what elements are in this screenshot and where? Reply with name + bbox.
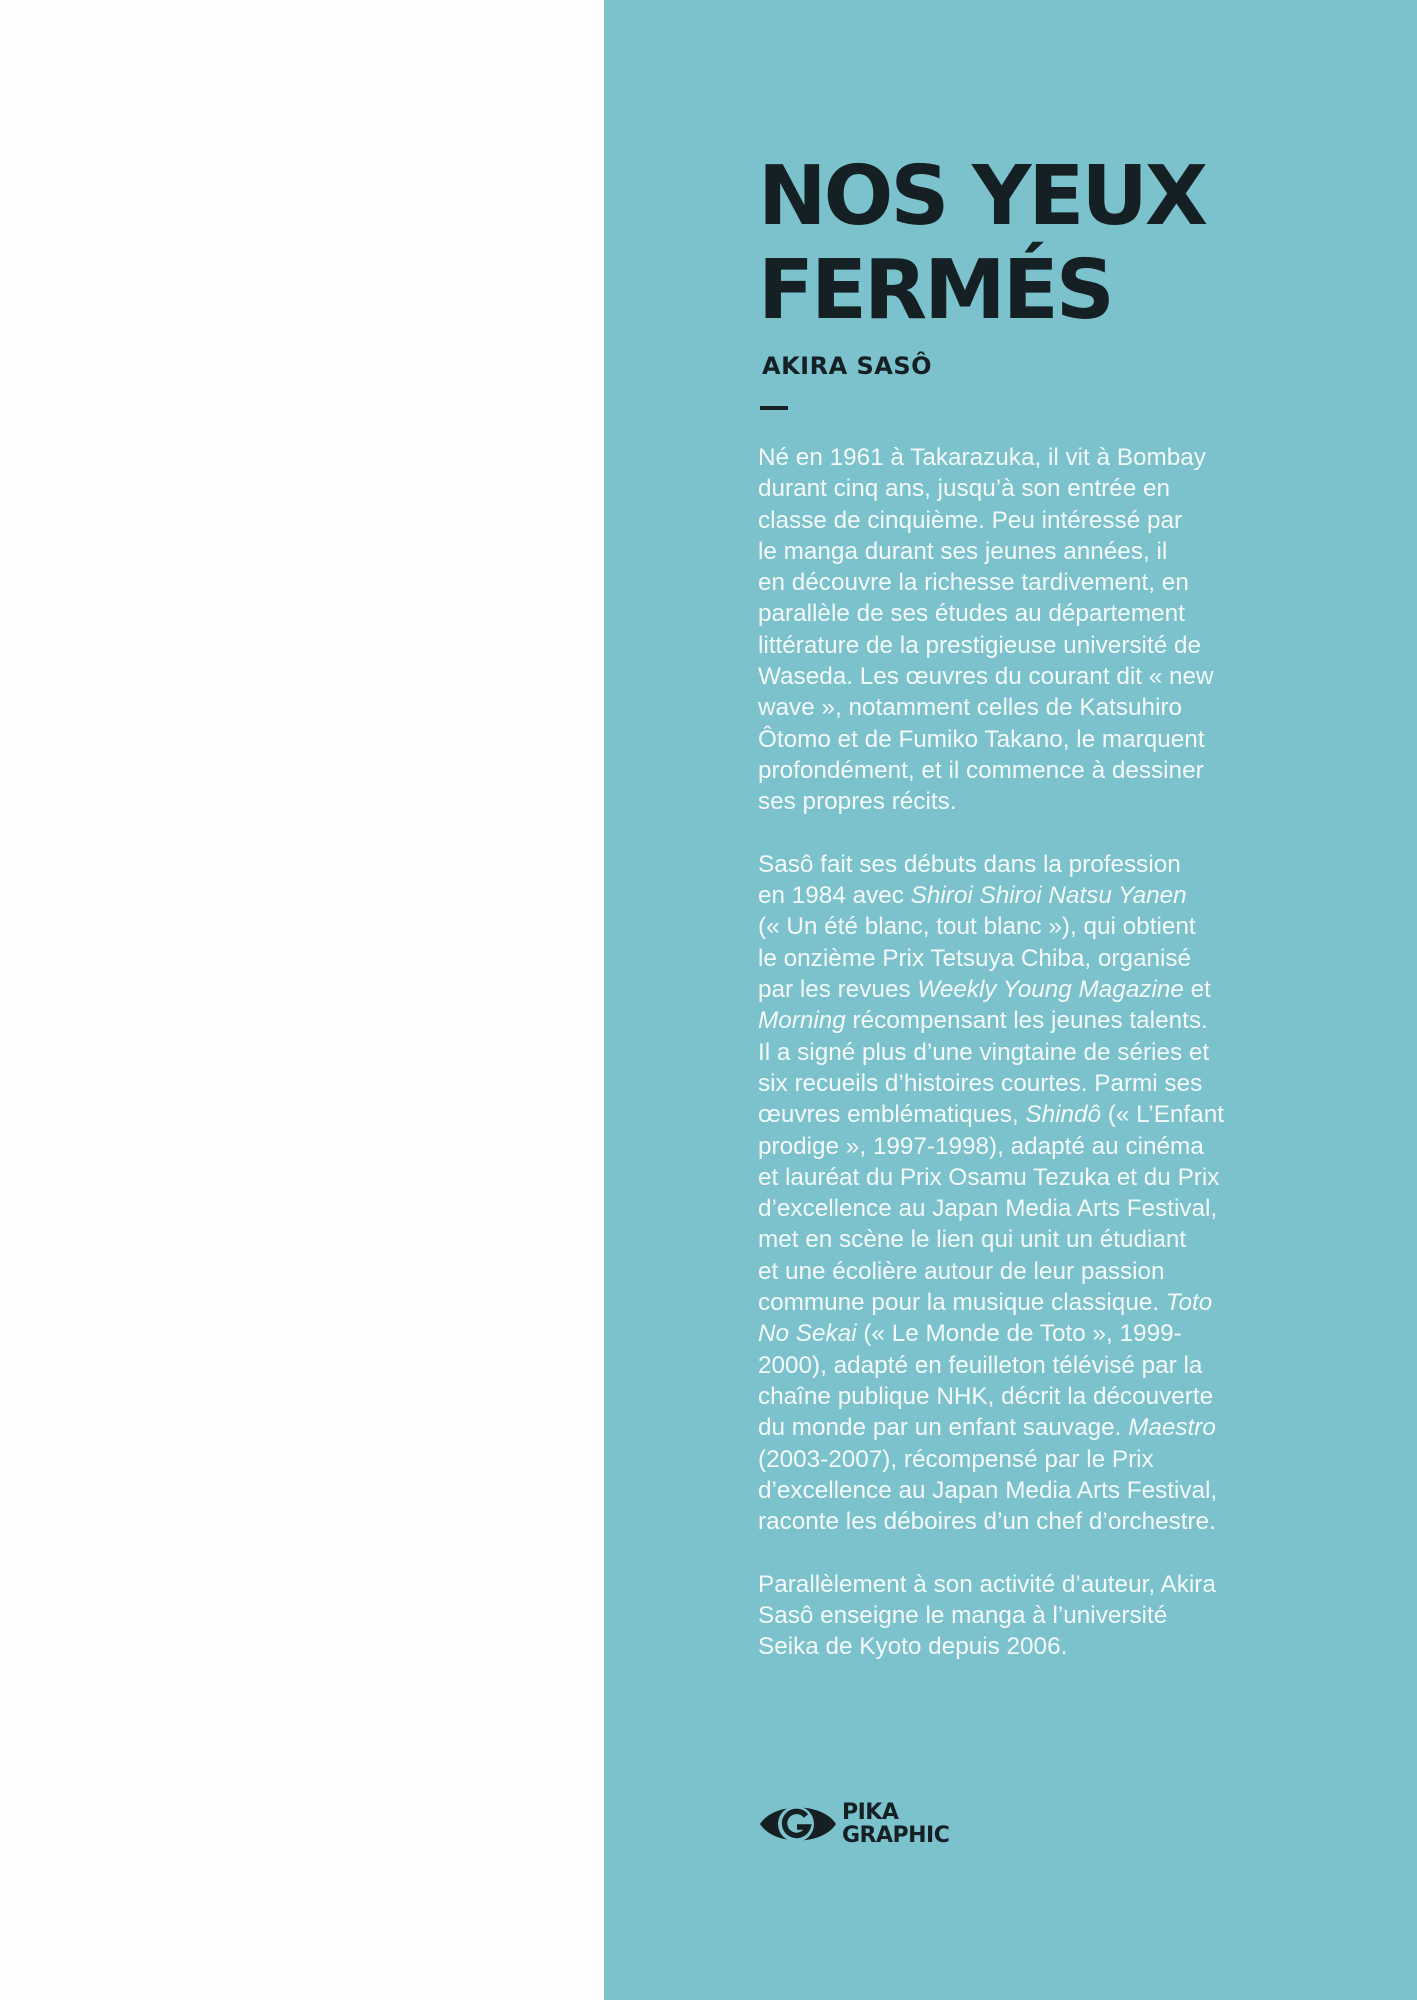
magazine-title: Morning — [758, 1007, 846, 1035]
bio-line: Il a signé plus d’une vingtaine de séries et — [758, 1038, 1210, 1066]
bio-line — [758, 880, 1298, 911]
back-cover-content — [758, 150, 1298, 1694]
bio-line — [758, 974, 1298, 1005]
bio-text: par les revues — [758, 976, 918, 1004]
bio-line: littérature de la prestigieuse université de — [758, 631, 1201, 659]
bio-line: prodige », 1997-1998), adapté au cinéma — [758, 1132, 1204, 1160]
bio-line: durant cinq ans, jusqu’à son entrée en — [758, 475, 1170, 503]
blank-left-page — [0, 0, 604, 2000]
bio-line: Ôtomo et de Fumiko Takano, le marquent — [758, 725, 1205, 753]
magazine-title: Weekly Young Magazine — [917, 976, 1184, 1004]
bio-line: et lauréat du Prix Osamu Tezuka et du Prix — [758, 1163, 1220, 1191]
bio-line: Parallèlement à son activité d’auteur, Akira — [758, 1570, 1216, 1598]
bio-text: du monde par un enfant sauvage. — [758, 1414, 1129, 1442]
bio-line: met en scène le lien qui unit un étudiant — [758, 1226, 1187, 1254]
publisher-line-2: GRAPHIC — [842, 1823, 950, 1848]
bio-paragraph-3 — [758, 1569, 1298, 1663]
bio-line: (2003-2007), récompensé par le Prix — [758, 1445, 1154, 1473]
bio-line: parallèle de ses études au département — [758, 600, 1185, 628]
bio-paragraph-1 — [758, 442, 1298, 818]
bio-line: ses propres récits. — [758, 788, 957, 816]
bio-text: en 1984 avec — [758, 882, 911, 910]
work-title: Toto — [1165, 1289, 1213, 1317]
bio-line: le manga durant ses jeunes années, il — [758, 537, 1168, 565]
title-line-1: NOS YEUX — [758, 149, 1206, 244]
bio-line: et une écolière autour de leur passion — [758, 1257, 1165, 1285]
title-line-2: FERMÉS — [758, 243, 1112, 338]
bio-line: profondément, et il commence à dessiner — [758, 756, 1204, 784]
bio-line: Seika de Kyoto depuis 2006. — [758, 1633, 1068, 1661]
author-name: AKIRA SASÔ — [762, 352, 933, 380]
bio-line: wave », notamment celles de Katsuhiro — [758, 694, 1183, 722]
bio-text: (« L’Enfant — [1101, 1101, 1224, 1129]
bio-text: commune pour la musique classique. — [758, 1289, 1166, 1317]
work-title: No Sekai — [758, 1320, 857, 1348]
bio-line: d’excellence au Japan Media Arts Festival, — [758, 1195, 1218, 1223]
bio-line: Sasô enseigne le manga à l’université — [758, 1601, 1168, 1629]
bio-text: récompensant les jeunes talents. — [845, 1007, 1208, 1035]
publisher-line-1: PIKA — [842, 1800, 899, 1825]
bio-line — [758, 1005, 1298, 1036]
bio-line: classe de cinquième. Peu intéressé par — [758, 506, 1183, 534]
divider-dash — [760, 406, 788, 410]
bio-line: Né en 1961 à Takarazuka, il vit à Bombay — [758, 444, 1206, 471]
bio-line — [758, 1287, 1298, 1318]
bio-line: Waseda. Les œuvres du courant dit « new — [758, 663, 1214, 691]
book-title — [758, 150, 1298, 338]
author-biography — [758, 442, 1298, 1663]
publisher-name — [842, 1801, 949, 1847]
bio-line: le onzième Prix Tetsuya Chiba, organisé — [758, 944, 1192, 972]
bio-line — [758, 1099, 1298, 1130]
bio-line — [758, 1412, 1298, 1443]
work-title: Shiroi Shiroi Natsu Yanen — [910, 882, 1187, 910]
bio-line: en découvre la richesse tardivement, en — [758, 569, 1189, 597]
bio-line: raconte les déboires d’un chef d’orchestre. — [758, 1508, 1216, 1536]
bio-line: d’excellence au Japan Media Arts Festival, — [758, 1476, 1218, 1504]
bio-line: 2000), adapté en feuilleton télévisé par la — [758, 1351, 1203, 1379]
bio-line — [758, 1318, 1298, 1349]
bio-paragraph-2 — [758, 849, 1298, 1538]
bio-line: six recueils d’histoires courtes. Parmi ses — [758, 1069, 1203, 1097]
bio-line: Sasô fait ses débuts dans la profession — [758, 850, 1181, 878]
bio-text: (« Le Monde de Toto », 1999- — [856, 1320, 1182, 1348]
bio-line: (« Un été blanc, tout blanc »), qui obtient — [758, 913, 1196, 941]
work-title: Maestro — [1128, 1414, 1216, 1442]
bio-text: et — [1183, 976, 1211, 1004]
publisher-logo — [758, 1796, 949, 1852]
bio-line: chaîne publique NHK, décrit la découverte — [758, 1382, 1214, 1410]
bio-text: œuvres emblématiques, — [758, 1101, 1026, 1129]
eye-g-logo-icon — [758, 1796, 838, 1852]
work-title: Shindô — [1025, 1101, 1102, 1129]
